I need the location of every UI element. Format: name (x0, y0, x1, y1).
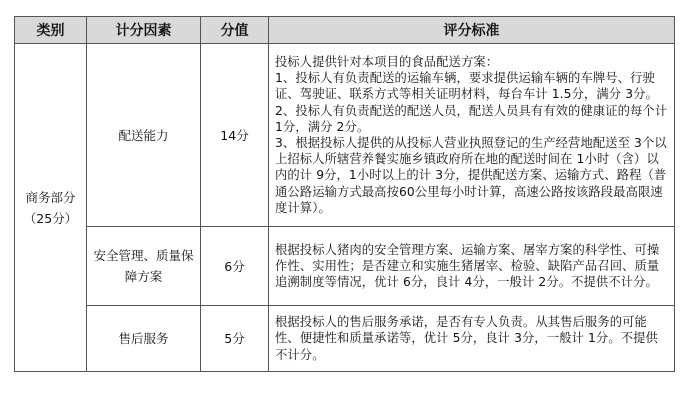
table-row (15, 44, 675, 227)
standard-line: 根据投标人的售后服务承诺，是否有专人负责。从其售后服务的可能性、便捷性和质量承诺等，优计 5分，良计 3分，一般计 1分。不提供不计分。 (275, 315, 658, 362)
category-name: 商务部分 (25, 189, 76, 205)
standard-cell (269, 227, 675, 306)
table-header-row (15, 17, 675, 44)
score-cell: 14分 (201, 44, 269, 227)
table-row (15, 227, 675, 306)
header-category: 类别 (15, 17, 87, 44)
standard-line: 1、投标人有负责配送的运输车辆，要求提供运输车辆的车牌号、行驶证、驾驶证、联系方式等相关证明材料，每台车计 1.5分，满分 3分。 (275, 71, 658, 102)
score-cell: 6分 (201, 227, 269, 306)
header-standard: 评分标准 (269, 17, 675, 44)
category-points: （25分） (23, 210, 78, 226)
table-row (15, 306, 675, 372)
category-cell (15, 44, 87, 372)
factor-cell: 安全管理、质量保障方案 (87, 227, 201, 306)
standard-line: 3、根据投标人提供的从投标人营业执照登记的生产经营地配送至 3个以上招标人所辖营养餐实施乡镇政府所在地的配送时间在 1小时（含）以内的计 9分，1小时以上的计 3分，提供配送方案、运输方式、路程（普通公路运输方式最高按60公里每小时计算，高速公路按该路段最高限速度计算）。 (275, 136, 667, 215)
standard-cell (269, 44, 675, 227)
standard-line: 2、投标人有负责配送的配送人员，配送人员具有有效的健康证的每个计 1分，满分 2分。 (275, 103, 668, 134)
standard-line: 根据投标人猪肉的安全管理方案、运输方案、屠宰方案的科学性、可操作性、实用性；是否建立和实施生猪屠宰、检验、缺陷产品召回、质量追溯制度等情况，优计 6分，良计 4分，一般计 2分。不提供不计分。 (275, 242, 660, 290)
standard-cell (269, 306, 675, 372)
header-factor: 计分因素 (87, 17, 201, 44)
scoring-table (14, 16, 675, 372)
factor-cell: 配送能力 (87, 44, 201, 227)
score-cell: 5分 (201, 306, 269, 372)
factor-cell: 售后服务 (87, 306, 201, 372)
standard-line: 投标人提供针对本项目的食品配送方案： (275, 54, 499, 69)
header-score: 分值 (201, 17, 269, 44)
